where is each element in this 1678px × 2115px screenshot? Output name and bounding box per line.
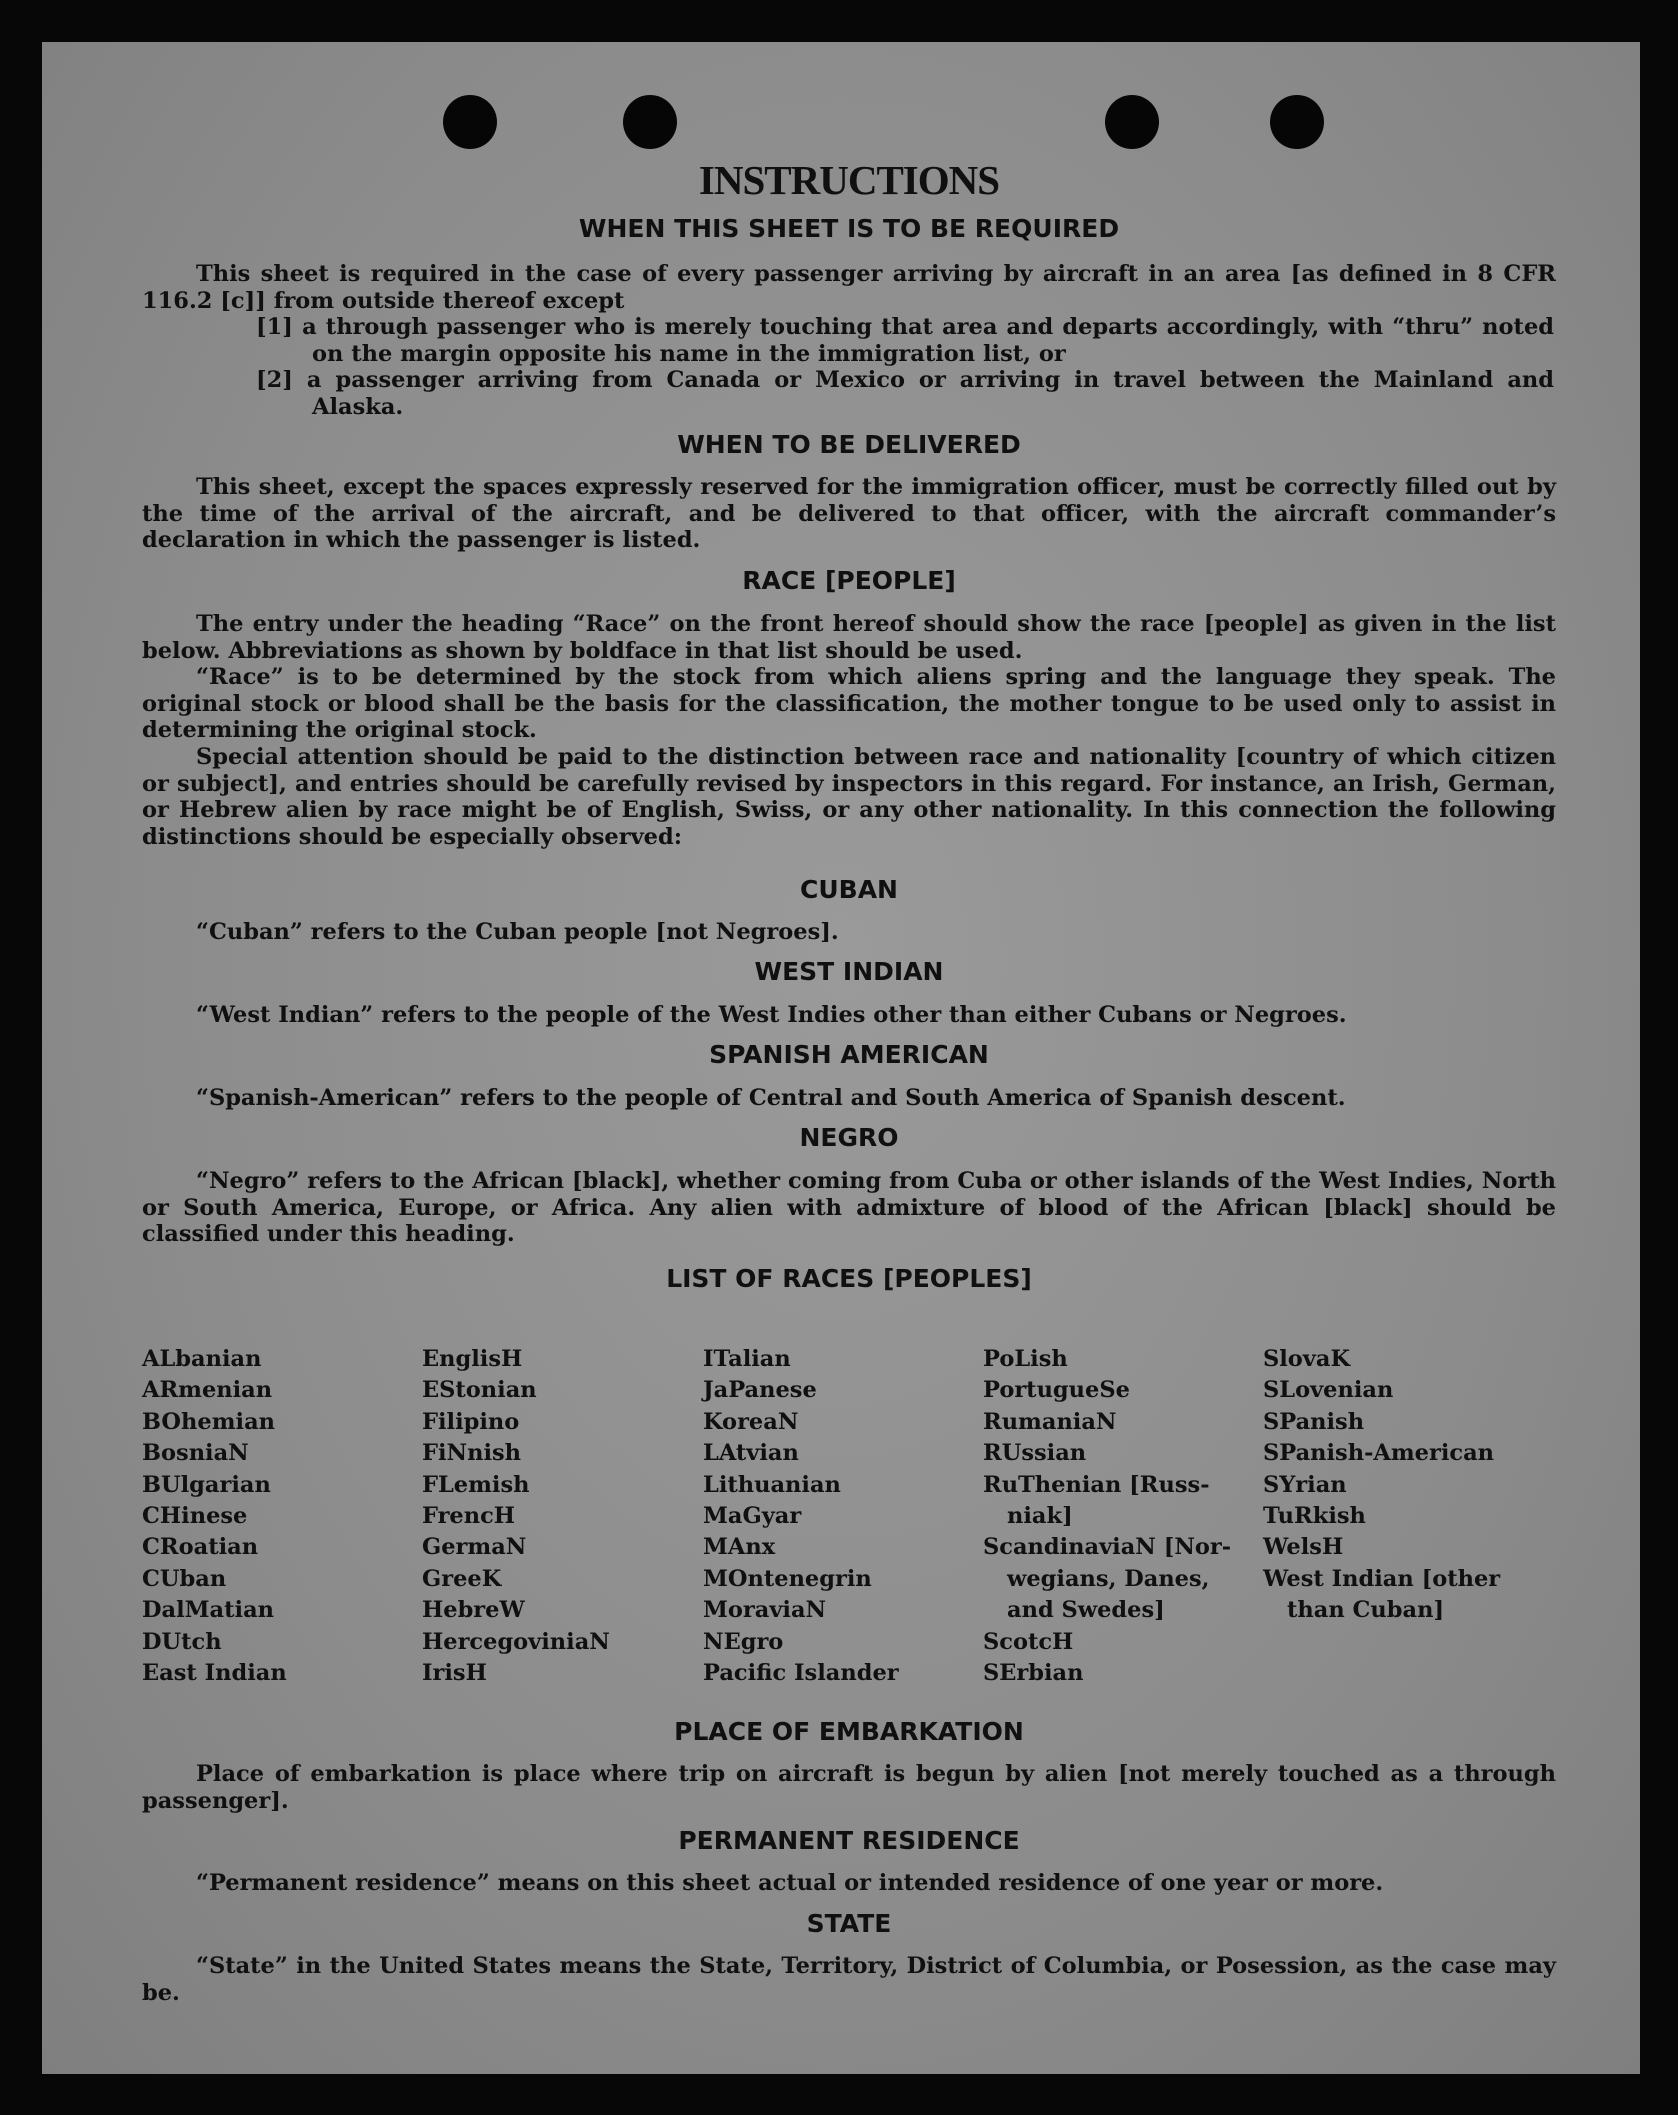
race-item-continued: niak] [1007,1502,1073,1529]
race-item-continued: and Swedes] [1007,1597,1165,1624]
race-item: SlovaK [1263,1346,1351,1372]
race-item: SErbian [983,1659,1084,1686]
race-item: MoraviaN [703,1597,827,1624]
race-item: FLemish [422,1471,530,1498]
race-paragraph-1: The entry under the heading “Race” on the front hereof should show the race [people] as given in the list below. Abbreviations as shown by boldface in that list should be used. [142,611,1556,664]
race-column [703,1344,899,1689]
race-item: PoLish [983,1346,1068,1372]
race-item: Lithuanian [703,1471,841,1498]
race-column [1263,1344,1500,1627]
race-item: CUban [142,1565,227,1592]
race-item: HercegoviniaN [422,1628,610,1655]
race-item: SYrian [1263,1471,1347,1498]
race-item: DalMatian [142,1597,275,1624]
punch-hole [623,95,677,149]
race-item: East Indian [142,1659,287,1686]
race-item: JaPanese [703,1377,817,1404]
race-item: LAtvian [703,1440,799,1467]
race-item: Filipino [422,1408,520,1435]
heading-spanish-american: SPANISH AMERICAN [709,1040,989,1069]
race-item: BOhemian [142,1408,276,1435]
race-item: MAnx [703,1534,776,1561]
race-item: PortugueSe [983,1377,1130,1404]
heading-state: STATE [806,1909,892,1938]
heading-negro: NEGRO [799,1123,899,1152]
race-item: NEgro [703,1628,784,1655]
race-column [983,1344,1231,1689]
state-text: “State” in the United States means the State, Territory, District of Columbia, or Posession, as the case may be. [142,1953,1556,2006]
when-required-intro: This sheet is required in the case of every passenger arriving by aircraft in an area [as defined in 8 CFR 116.2 [c]] from outside thereof except [142,261,1556,314]
race-item-continued: than Cuban] [1287,1597,1445,1624]
heading-cuban: CUBAN [800,875,898,904]
heading-place-of-embarkation: PLACE OF EMBARKATION [674,1717,1024,1746]
race-item: RumaniaN [983,1408,1117,1435]
race-item: KoreaN [703,1408,799,1435]
race-item: RuThenian [Russ- [983,1471,1210,1498]
punch-hole [443,95,497,149]
heading-race: RACE [PEOPLE] [742,566,956,595]
race-item: BUlgarian [142,1471,271,1498]
negro-text: “Negro” refers to the African [black], whether coming from Cuba or other islands of the West Indies, North or South America, Europe, or Africa. Any alien with admixture of blood of the African [black] should be classified under this heading. [142,1168,1556,1247]
race-item: CHinese [142,1502,248,1529]
when-delivered-text: This sheet, except the spaces expressly reserved for the immigration officer, must be correctly filled out by the time of the arrival of the aircraft, and be delivered to that officer, with the aircraft commander’s declaration in which the passenger is listed. [142,474,1556,553]
west-indian-text: “West Indian” refers to the people of the West Indies other than either Cubans or Negroes. [196,1002,1347,1028]
document-sheet [42,42,1640,2074]
race-item: ALbanian [142,1346,262,1372]
race-item: CRoatian [142,1534,259,1561]
page-title: INSTRUCTIONS [698,157,1000,203]
spanish-american-text: “Spanish-American” refers to the people of Central and South America of Spanish descent. [196,1085,1346,1111]
race-item: IrisH [422,1659,487,1686]
race-item: ScandinaviaN [Nor- [983,1534,1232,1561]
race-item: RUssian [983,1440,1087,1467]
race-item: ARmenian [142,1377,273,1404]
heading-when-required: WHEN THIS SHEET IS TO BE REQUIRED [578,214,1120,243]
race-item: FiNnish [422,1440,522,1467]
punch-hole [1270,95,1324,149]
race-item: EStonian [422,1377,537,1404]
race-item: MOntenegrin [703,1565,872,1592]
heading-permanent-residence: PERMANENT RESIDENCE [678,1826,1020,1855]
race-item: SPanish [1263,1408,1365,1435]
race-item: SLovenian [1263,1377,1394,1404]
punch-hole [1105,95,1159,149]
race-item: Pacific Islander [703,1659,899,1686]
race-item: ScotcH [983,1628,1074,1655]
race-item: HebreW [422,1597,525,1624]
race-item: GreeK [422,1565,502,1592]
race-item: TuRkish [1263,1502,1366,1529]
when-required-item-1: [1] a through passenger who is merely touching that area and departs accordingly, with “thru” noted on the margin opposite his name in the immigration list, or [256,314,1554,367]
cuban-text: “Cuban” refers to the Cuban people [not Negroes]. [196,919,839,945]
heading-list-of-races: LIST OF RACES [PEOPLES] [666,1264,1032,1293]
race-item: FrencH [422,1502,516,1529]
race-item-continued: wegians, Danes, [1007,1565,1210,1592]
race-paragraph-3: Special attention should be paid to the distinction between race and nationality [country of which citizen or subject], and entries should be carefully revised by inspectors in this regard. For instance, an Irish, German, or Hebrew alien by race might be of English, Swiss, or any other nationality. In this connection the following distinctions should be especially observed: [142,744,1556,850]
race-column [422,1344,610,1689]
race-item: BosniaN [142,1440,249,1467]
embarkation-text: Place of embarkation is place where trip on aircraft is begun by alien [not merely touched as a through passenger]. [142,1761,1556,1814]
heading-when-delivered: WHEN TO BE DELIVERED [677,430,1021,459]
race-item: West Indian [other [1263,1565,1501,1592]
race-item: SPanish-American [1263,1440,1495,1467]
race-column [142,1344,287,1689]
race-item: MaGyar [703,1502,802,1529]
heading-west-indian: WEST INDIAN [754,957,944,986]
when-required-item-2: [2] a passenger arriving from Canada or Mexico or arriving in travel between the Mainland and Alaska. [256,367,1554,420]
race-item: DUtch [142,1628,222,1655]
race-item: ITalian [703,1346,791,1372]
race-item: WelsH [1263,1534,1344,1561]
residence-text: “Permanent residence” means on this sheet actual or intended residence of one year or more. [196,1870,1384,1896]
race-item: EnglisH [422,1346,523,1372]
race-paragraph-2: “Race” is to be determined by the stock from which aliens spring and the language they speak. The original stock or blood shall be the basis for the classification, the mother tongue to be used only to assist in determining the original stock. [142,664,1556,743]
race-item: GermaN [422,1534,527,1561]
